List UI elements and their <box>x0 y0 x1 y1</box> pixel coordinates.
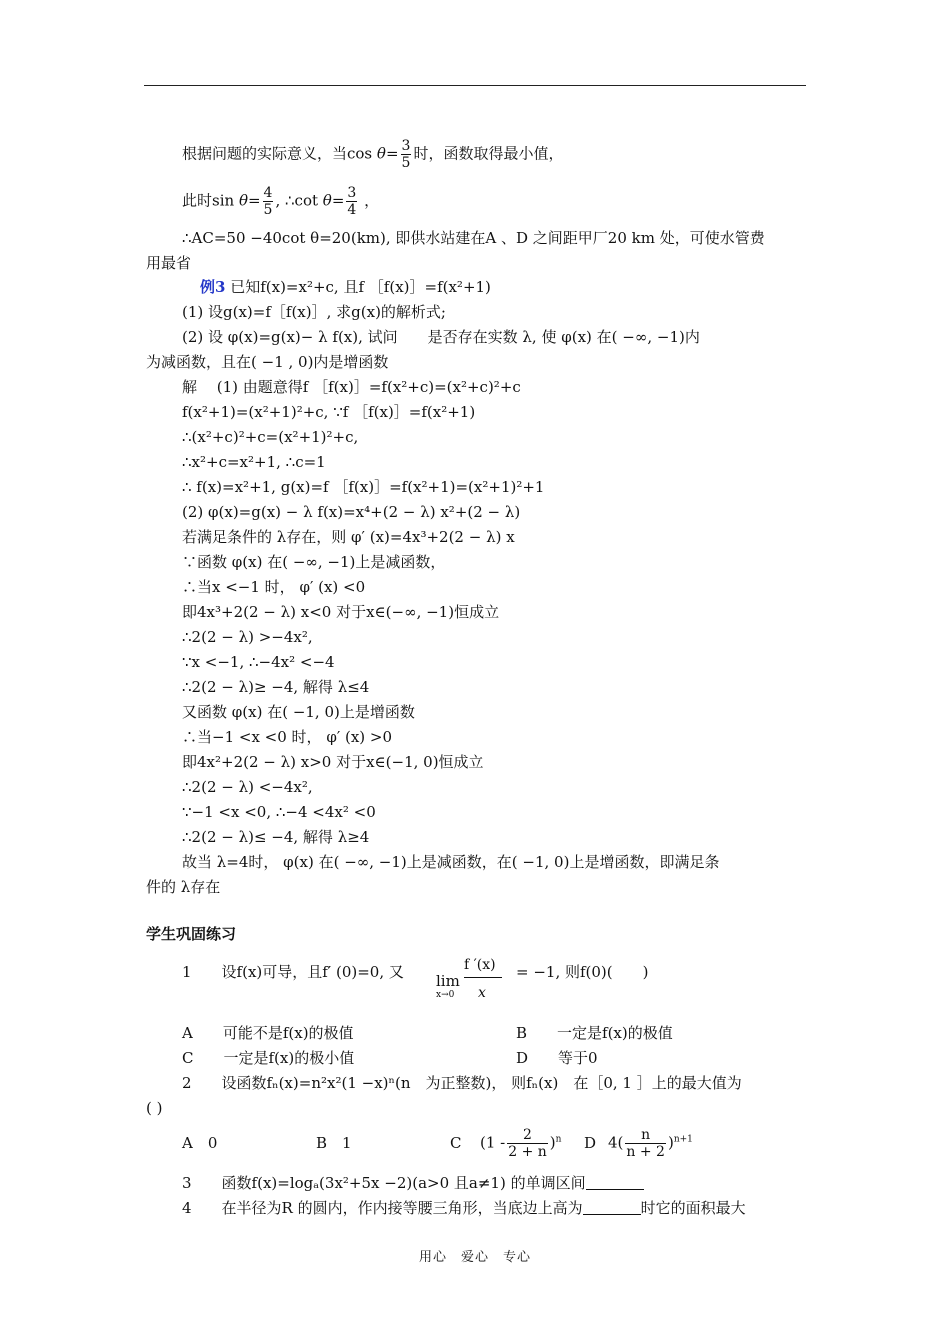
text-line: ∴x²+c=x²+1, ∴c=1 <box>182 453 326 471</box>
text-line: (2) 设 φ(x)=g(x)− λ f(x), 试问 是否存在实数 λ, 使 φ(x) 在( −∞, −1)内 <box>182 328 700 346</box>
text-line: ∴AC=50 −40cot θ=20(km), 即供水站建在A 、D 之间距甲厂20 km 处，可使水管费 <box>182 229 765 247</box>
text-line: ∴当x <−1 时， φ′ (x) <0 <box>182 578 366 596</box>
text-span: 此时sin <box>182 191 239 210</box>
text-span: = <box>247 191 261 210</box>
text-line: ∴当−1 <x <0 时， φ′ (x) >0 <box>182 728 393 746</box>
fraction-numerator: 2 <box>507 1127 548 1144</box>
limit-denominator: x <box>478 985 486 1001</box>
option-a: A 0 <box>182 1134 218 1152</box>
example-label: 例3 <box>200 278 226 296</box>
header-rule <box>144 85 806 86</box>
fraction <box>507 1127 548 1160</box>
limit-word: lim <box>436 972 460 990</box>
text-line: ∵x <−1, ∴−4x² <−4 <box>182 653 335 671</box>
text-line: 即4x²+2(2 − λ) x>0 对于x∈(−1, 0)恒成立 <box>182 753 484 771</box>
exponent: n <box>555 1134 562 1145</box>
text-line: 即4x³+2(2 − λ) x<0 对于x∈(−∞, −1)恒成立 <box>182 603 500 621</box>
text-line: 解 (1) 由题意得f ［f(x)］=f(x²+c)=(x²+c)²+c <box>182 378 521 396</box>
text-line <box>182 138 563 171</box>
text-line: ∵−1 <x <0, ∴−4 <4x² <0 <box>182 803 376 821</box>
option-b: B 一定是f(x)的极值 <box>516 1024 673 1042</box>
problem-4 <box>182 1201 746 1216</box>
answer-blank <box>586 1177 644 1190</box>
text-line: 又函数 φ(x) 在( −1, 0)上是增函数 <box>182 703 415 721</box>
text-span: (1 - <box>480 1133 506 1152</box>
limit-numerator: f ′(x) <box>464 957 496 973</box>
exponent: n+1 <box>673 1134 693 1145</box>
option-d: D 等于0 <box>516 1049 598 1067</box>
text-span: θ <box>376 144 386 163</box>
text-span: ， <box>359 191 380 210</box>
text-span: 时，函数取得最小值， <box>413 144 564 163</box>
answer-blank <box>583 1202 641 1215</box>
text-span: 4 在半径为R 的圆内，作内接等腰三角形，当底边上高为 <box>182 1199 583 1217</box>
fraction-denominator: 4 <box>347 202 357 218</box>
text-line: ∵函数 φ(x) 在( −∞, −1)上是减函数， <box>182 553 446 571</box>
fraction <box>263 185 274 218</box>
limit-bar <box>464 977 502 978</box>
problem-1-cont: = −1, 则f(0)( ) <box>516 963 649 981</box>
text-line <box>182 185 379 218</box>
problem-2: 2 设函数fₙ(x)=n²x²(1 −x)ⁿ(n 为正整数)， 则fₙ(x) 在［0, 1 ］上的最大值为 <box>182 1074 742 1092</box>
text-line: (2) φ(x)=g(x) − λ f(x)=x⁴+(2 − λ) x²+(2 − λ) <box>182 503 521 521</box>
fraction-numerator: n <box>625 1127 666 1144</box>
fraction-denominator: 5 <box>401 155 411 171</box>
text-line: f(x²+1)=(x²+1)²+c, ∵f ［f(x)］=f(x²+1) <box>182 403 476 421</box>
text-span: 已知f(x)=x²+c, 且f ［f(x)］=f(x²+1) <box>225 278 491 296</box>
text-line: ∴2(2 − λ)≥ −4, 解得 λ≤4 <box>182 678 370 696</box>
fraction-numerator: 3 <box>347 185 357 201</box>
text-span: = <box>385 144 399 163</box>
option-c: C 一定是f(x)的极小值 <box>182 1049 355 1067</box>
text-line: ∴2(2 − λ)≤ −4, 解得 λ≥4 <box>182 828 370 846</box>
text-span: 根据问题的实际意义，当cos <box>182 144 377 163</box>
example-heading <box>200 280 491 295</box>
text-line: ∴2(2 − λ) >−4x², <box>182 628 313 646</box>
text-line: ∴2(2 − λ) <−4x², <box>182 778 313 796</box>
text-line: 故当 λ=4时， φ(x) 在( −∞, −1)上是减函数，在( −1, 0)上是增函数，即满足条 <box>182 853 720 871</box>
fraction <box>625 1127 666 1160</box>
text-span: 时它的面积最大 <box>640 1199 746 1217</box>
text-span: 4( <box>608 1133 624 1152</box>
text-line: ∴(x²+c)²+c=(x²+1)²+c, <box>182 428 359 446</box>
option-d-expression: 4( $\frac{n}{n + 2}$ )$^{n+1}$ <box>608 1127 693 1160</box>
fraction-numerator: 4 <box>263 185 273 201</box>
text-line: 件的 λ存在 <box>146 878 221 896</box>
fraction-denominator: 2 + n <box>508 1144 547 1160</box>
option-a: A 可能不是f(x)的极值 <box>182 1024 354 1042</box>
text-line: (1) 设g(x)=f［f(x)］, 求g(x)的解析式; <box>182 303 446 321</box>
section-heading: 学生巩固练习 <box>146 925 237 943</box>
text-line: 若满足条件的 λ存在，则 φ′ (x)=4x³+2(2 − λ) x <box>182 528 515 546</box>
text-span: 3 函数f(x)=logₐ(3x²+5x −2)(a>0 且a≠1) 的单调区间 <box>182 1174 586 1192</box>
fraction-numerator: 3 <box>401 138 411 154</box>
text-line: 用最省 <box>146 254 192 272</box>
fraction <box>346 185 357 218</box>
fraction <box>401 138 412 171</box>
page-footer: 用心 爱心 专心 <box>418 1250 531 1265</box>
text-span: , ∴cot <box>275 191 323 210</box>
option-c-expression: (1 - $\frac{2}{2 + n}$ )$^n$ <box>480 1127 562 1160</box>
option-d: D <box>584 1134 597 1152</box>
fraction-denominator: n + 2 <box>626 1144 665 1160</box>
text-line: 为减函数，且在( −1 , 0)内是增函数 <box>146 353 389 371</box>
problem-2-cont: ( ) <box>146 1099 163 1117</box>
option-c: C <box>450 1134 462 1152</box>
limit-expression <box>436 958 526 1008</box>
problem-1: 1 设f(x)可导，且f′ (0)=0, 又 <box>182 963 404 981</box>
fraction-denominator: 5 <box>263 202 273 218</box>
limit-subscript: x→0 <box>436 990 455 1000</box>
text-span: θ <box>322 191 332 210</box>
option-b: B 1 <box>316 1134 352 1152</box>
text-line: ∴ f(x)=x²+1, g(x)=f ［f(x)］=f(x²+1)=(x²+1)²+1 <box>182 478 545 496</box>
text-span: θ <box>238 191 248 210</box>
problem-3 <box>182 1176 644 1191</box>
text-span: = <box>331 191 345 210</box>
